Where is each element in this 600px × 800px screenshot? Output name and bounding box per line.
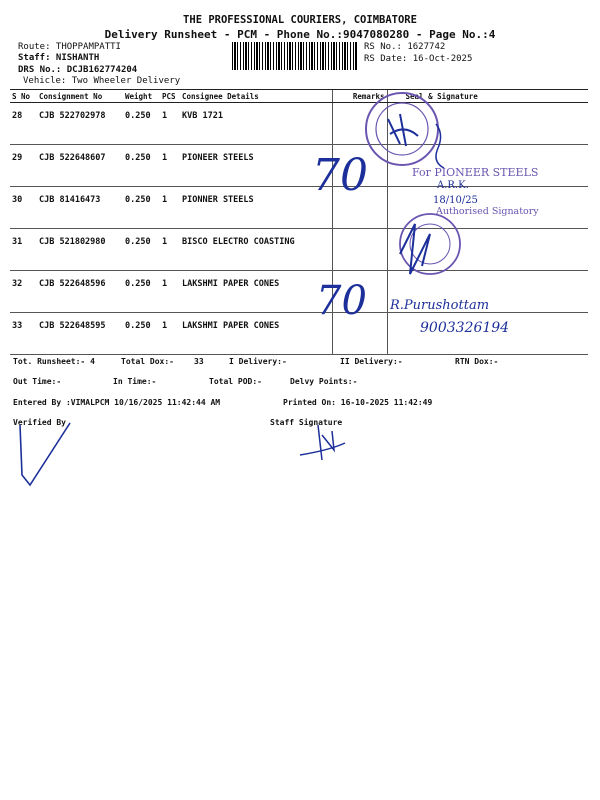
staff-label: Staff: NISHANTH bbox=[18, 53, 100, 63]
handwritten-mark-1: 70 bbox=[312, 150, 368, 201]
cell-weight: 0.250 bbox=[123, 271, 160, 313]
stamps-overlay bbox=[360, 84, 600, 384]
total-pod: Total POD:- bbox=[209, 377, 262, 386]
cell-pcs: 1 bbox=[160, 313, 180, 355]
rs-number: RS No.: 1627742 bbox=[364, 42, 446, 52]
bottom-signatures bbox=[0, 415, 600, 495]
total-dox-label: Total Dox:- bbox=[121, 357, 174, 366]
cell-sno: 32 bbox=[10, 271, 37, 313]
cell-pcs: 1 bbox=[160, 145, 180, 187]
cell-weight: 0.250 bbox=[123, 313, 160, 355]
company-title: THE PROFESSIONAL COURIERS, COIMBATORE bbox=[183, 14, 417, 26]
pioneer-stamp-date: 18/10/25 bbox=[433, 195, 478, 206]
cell-pcs: 1 bbox=[160, 103, 180, 145]
rs-date: RS Date: 16-Oct-2025 bbox=[364, 54, 473, 64]
cell-sno: 29 bbox=[10, 145, 37, 187]
cell-consignment: CJB 81416473 bbox=[37, 187, 123, 229]
cell-consignment: CJB 522702978 bbox=[37, 103, 123, 145]
drs-number: DRS No.: DCJB162774204 bbox=[18, 65, 138, 75]
pioneer-stamp-text: For PIONEER STEELS bbox=[412, 166, 539, 179]
route-label: Route: THOPPAMPATTI bbox=[18, 42, 121, 52]
col-seal-signature: Seal & Signature bbox=[387, 90, 588, 103]
cell-sno: 28 bbox=[10, 103, 37, 145]
authorised-signatory-text: Authorised Signatory bbox=[436, 206, 539, 217]
col-consignment: Consignment No bbox=[37, 90, 123, 103]
cell-consignment: CJB 521802980 bbox=[37, 229, 123, 271]
round-stamp-icon bbox=[366, 93, 438, 165]
handwritten-name: R.Purushottam bbox=[390, 298, 490, 313]
handwritten-phone: 9003326194 bbox=[420, 320, 510, 336]
barcode bbox=[232, 42, 357, 70]
cell-weight: 0.250 bbox=[123, 187, 160, 229]
cell-consignee: BISCO ELECTRO COASTING bbox=[180, 229, 332, 271]
tot-runsheet: Tot. Runsheet:- 4 bbox=[13, 357, 95, 366]
handwritten-mark-2: 70 bbox=[316, 278, 367, 324]
cell-consignee: LAKSHMI PAPER CONES bbox=[180, 313, 332, 355]
cell-sno: 33 bbox=[10, 313, 37, 355]
printed-on: Printed On: 16-10-2025 11:42:49 bbox=[283, 398, 433, 407]
verified-by: Verified By bbox=[13, 418, 66, 427]
col-consignee: Consignee Details bbox=[180, 90, 332, 103]
i-delivery: I Delivery:- bbox=[229, 357, 287, 366]
cell-weight: 0.250 bbox=[123, 145, 160, 187]
cell-pcs: 1 bbox=[160, 271, 180, 313]
col-remarks: Remarks bbox=[332, 90, 387, 103]
col-pcs: PCS bbox=[160, 90, 180, 103]
cell-pcs: 1 bbox=[160, 229, 180, 271]
total-dox-value: 33 bbox=[194, 357, 204, 366]
cell-consignee: PIONEER STEELS bbox=[180, 145, 332, 187]
col-weight: Weight bbox=[123, 90, 160, 103]
cell-consignment: CJB 522648607 bbox=[37, 145, 123, 187]
delvy-points: Delvy Points:- bbox=[290, 377, 358, 386]
vehicle-label: Vehicle: Two Wheeler Delivery bbox=[23, 76, 181, 86]
cell-consignee: KVB 1721 bbox=[180, 103, 332, 145]
staff-signature-label: Staff Signature bbox=[270, 418, 343, 427]
entered-by: Entered By :VIMALPCM 10/16/2025 11:42:44 AM bbox=[13, 398, 221, 407]
cell-weight: 0.250 bbox=[123, 103, 160, 145]
in-time: In Time:- bbox=[113, 377, 157, 386]
runsheet-title: Delivery Runsheet - PCM - Phone No.:9047080280 - Page No.:4 bbox=[104, 28, 496, 41]
cell-consignment: CJB 522648595 bbox=[37, 313, 123, 355]
cell-consignment: CJB 522648596 bbox=[37, 271, 123, 313]
ii-delivery: II Delivery:- bbox=[340, 357, 403, 366]
cell-consignee: LAKSHMI PAPER CONES bbox=[180, 271, 332, 313]
pioneer-stamp-signature: A.R.K. bbox=[437, 180, 469, 191]
cell-sno: 30 bbox=[10, 187, 37, 229]
rtn-dox: RTN Dox:- bbox=[455, 357, 499, 366]
verified-signature-icon bbox=[20, 423, 70, 485]
cell-consignee: PIONNER STEELS bbox=[180, 187, 332, 229]
cell-weight: 0.250 bbox=[123, 229, 160, 271]
col-sno: S No bbox=[10, 90, 37, 103]
cell-pcs: 1 bbox=[160, 187, 180, 229]
round-stamp-2-icon bbox=[400, 214, 460, 274]
staff-signature-icon bbox=[300, 425, 345, 460]
out-time: Out Time:- bbox=[13, 377, 62, 386]
cell-sno: 31 bbox=[10, 229, 37, 271]
